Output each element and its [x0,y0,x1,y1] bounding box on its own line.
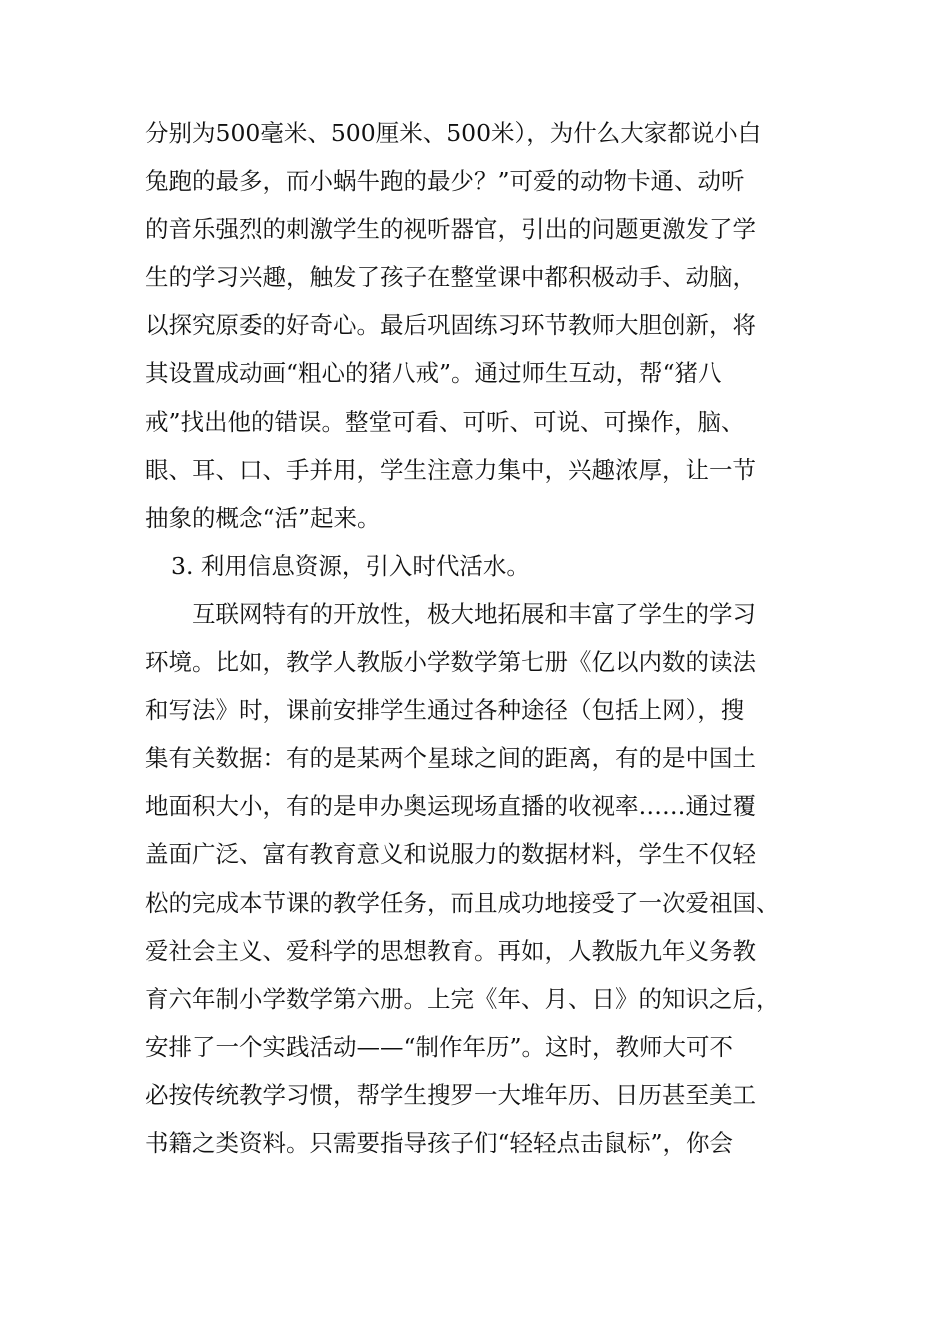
text-line: 爱社会主义、爱科学的思想教育。再如，人教版九年义务教 [145,936,756,965]
text-line: 必按传统教学习惯，帮学生搜罗一大堆年历、日历甚至美工 [145,1080,756,1109]
text-line: 松的完成本节课的教学任务，而且成功地接受了一次爱祖国、 [145,888,780,917]
text-line: 戒”找出他的错误。整堂可看、可听、可说、可操作，脑、 [145,407,745,436]
text-line: 的音乐强烈的刺激学生的视听器官，引出的问题更激发了学 [145,215,756,244]
text-line: 集有关数据：有的是某两个星球之间的距离，有的是中国土 [145,744,756,773]
text-line: 书籍之类资料。只需要指导孩子们“轻轻点击鼠标”，你会 [145,1128,734,1157]
section-heading: 3. 利用信息资源，引入时代活水。 [171,551,530,580]
body-text [145,109,825,1167]
text-line: 盖面广泛、富有教育意义和说服力的数据材料，学生不仅轻 [145,840,756,869]
text-line: 育六年制小学数学第六册。上完《年、月、日》的知识之后， [145,984,780,1013]
text-line: 以探究原委的好奇心。最后巩固练习环节教师大胆创新，将 [145,311,756,340]
paragraph-start-line: 互联网特有的开放性，极大地拓展和丰富了学生的学习 [192,599,756,628]
text-line: 其设置成动画“粗心的猪八戒”。通过师生互动，帮“猪八 [145,359,722,388]
text-line: 眼、耳、口、手并用，学生注意力集中，兴趣浓厚，让一节 [145,455,756,484]
text-line: 分别为500毫米、500厘米、500米），为什么大家都说小白 [145,119,762,147]
text-line: 地面积大小，有的是申办奥运现场直播的收视率……通过覆 [145,792,756,821]
text-line: 环境。比如，教学人教版小学数学第七册《亿以内数的读法 [145,648,756,677]
text-line: 兔跑的最多，而小蜗牛跑的最少？”可爱的动物卡通、动听 [145,167,745,196]
text-line: 生的学习兴趣，触发了孩子在整堂课中都积极动手、动脑， [145,263,756,292]
text-line: 和写法》时，课前安排学生通过各种途径（包括上网），搜 [145,696,745,725]
text-line: 安排了一个实践活动——“制作年历”。这时，教师大可不 [145,1032,734,1061]
text-line: 抽象的概念“活”起来。 [145,503,381,532]
